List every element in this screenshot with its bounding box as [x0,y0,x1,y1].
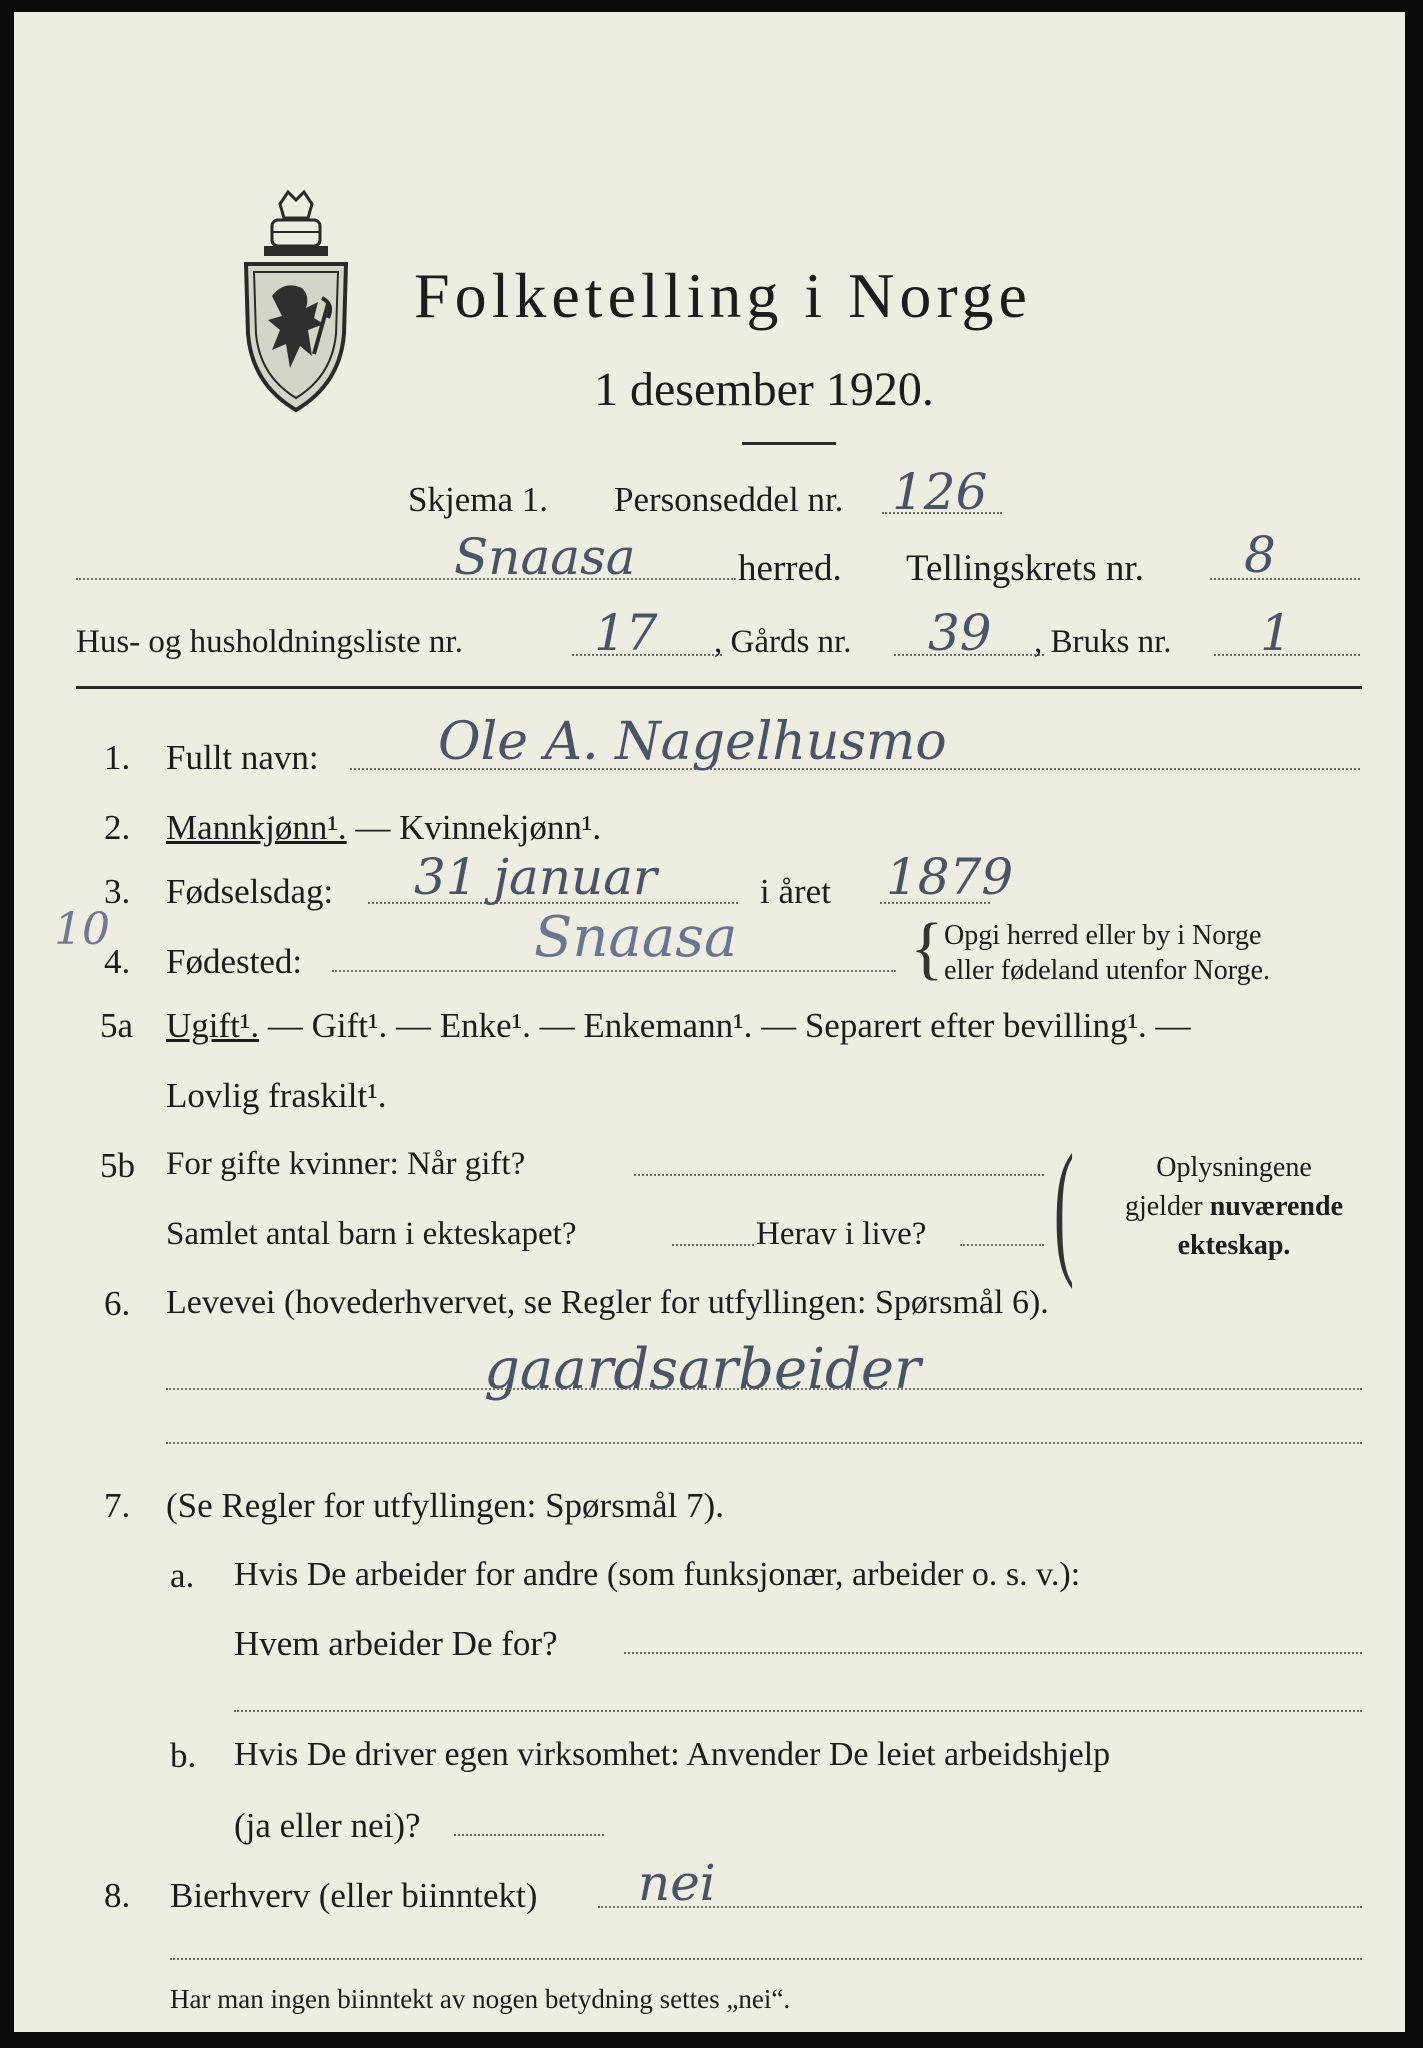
q3-number: 3. [104,872,131,911]
footnote: Har man ingen biinntekt av nogen betydning settes „nei“. [170,1984,791,2014]
q6-number: 6. [104,1284,131,1323]
birthplace-value: Snaasa [534,905,738,970]
title-divider [742,442,836,445]
q7a-letter: a. [170,1556,195,1595]
q8-number: 8. [104,1876,131,1915]
herred-value: Snaasa [454,528,636,586]
married-date-field[interactable] [634,1174,1044,1176]
q4-note [944,918,1270,988]
personseddel-value: 126 [892,463,988,521]
q7b-line1: Hvis De driver egen virksomhet: Anvender De leiet arbeidshjelp [234,1736,1111,1773]
q8-label: Bierhverv (eller biinntekt) [170,1876,538,1915]
gards-value: 39 [928,604,992,662]
bruks-label: , Bruks nr. [1034,624,1172,660]
q7b-line2: (ja eller nei)? [234,1806,421,1845]
q5b-note-line1: Oplysningene [1156,1152,1312,1183]
q7-label: (Se Regler for utfyllingen: Spørsmål 7). [166,1486,724,1525]
q5b-note-line2a: gjelder [1124,1191,1210,1223]
husholdning-value: 17 [594,604,658,662]
q2-number: 2. [104,808,131,847]
tellingskrets-label: Tellingskrets nr. [906,548,1144,589]
norwegian-coat-of-arms-icon [236,184,356,414]
form-title: Folketelling i Norge [414,260,1032,331]
census-form [14,12,1405,2032]
birthplace-field[interactable] [332,970,896,972]
q4-brace: { [910,910,944,987]
q5b-note-line2b: nuværende [1209,1191,1344,1223]
occupation-field-2[interactable] [166,1442,1362,1444]
hired-help-field[interactable] [454,1834,604,1836]
header-rule [76,686,1362,689]
q5a-number: 5a [100,1006,134,1045]
employer-field-2[interactable] [234,1710,1362,1712]
q6-label: Levevei (hovederhvervet, se Regler for utfyllingen: Spørsmål 6). [166,1284,1049,1321]
q2-male-option[interactable]: Mannkjønn¹. [166,808,347,847]
q5b-label1: For gifte kvinner: Når gift? [166,1146,526,1182]
children-count-field[interactable] [672,1244,754,1246]
q5b-number: 5b [100,1146,135,1185]
children-alive-field[interactable] [960,1244,1044,1246]
q4-note-line1: Opgi herred eller by i Norge [944,920,1262,951]
q3-label: Fødselsdag: [166,872,334,911]
census-date: 1 desember 1920. [594,363,934,416]
q7a-line2: Hvem arbeider De for? [234,1624,558,1663]
q5b-label3: Herav i live? [756,1216,927,1252]
q5b-note [1094,1148,1374,1266]
full-name-value: Ole A. Nagelhusmo [438,712,947,772]
q1-number: 1. [104,738,131,777]
q4-note-line2: eller fødeland utenfor Norge. [944,955,1271,986]
q7b-letter: b. [170,1736,197,1775]
birthdate-value: 31 januar [414,848,657,906]
birthyear-label: i året [760,872,831,911]
q5a-options [166,1008,1190,1043]
q5a-ugift-option[interactable]: Ugift¹. [166,1006,260,1045]
q5b-note-line3: ekteskap. [1177,1230,1291,1262]
schema-label: Skjema 1. [408,480,548,519]
q2-separator: — [346,808,400,847]
q5b-brace: ( [1054,1124,1074,1290]
tellingskrets-value: 8 [1244,526,1276,584]
herred-field[interactable] [76,578,736,580]
q5a-other-options: — Gift¹. — Enke¹. — Enkemann¹. — Separert efter bevilling¹. — [259,1006,1191,1045]
personseddel-label: Personseddel nr. [614,480,844,519]
q4-number: 4. [104,942,131,981]
birthyear-value: 1879 [886,848,1014,906]
bruks-value: 1 [1260,604,1292,662]
husholdning-label: Hus- og husholdningsliste nr. [76,624,463,660]
q2-female-option[interactable]: Kvinnekjønn¹. [399,808,602,847]
tellingskrets-field[interactable] [1210,578,1360,580]
q4-label: Fødested: [166,942,303,981]
q5b-note-line2 [1094,1187,1374,1226]
herred-label: herred. [738,548,842,589]
q7a-line1: Hvis De arbeider for andre (som funksjonær, arbeider o. s. v.): [234,1556,1081,1593]
gards-label: , Gårds nr. [714,624,852,660]
q2-options [166,810,601,845]
employer-field[interactable] [624,1652,1362,1654]
margin-annotation: 10 [54,904,110,955]
side-income-value: nei [638,1854,716,1912]
q5b-label2: Samlet antal barn i ekteskapet? [166,1216,577,1252]
occupation-field[interactable] [166,1388,1362,1390]
q1-label: Fullt navn: [166,738,319,777]
q5a-line2[interactable]: Lovlig fraskilt¹. [166,1076,387,1115]
q7-number: 7. [104,1486,131,1525]
occupation-value: gaardsarbeider [484,1337,921,1402]
side-income-field-2[interactable] [170,1958,1362,1960]
